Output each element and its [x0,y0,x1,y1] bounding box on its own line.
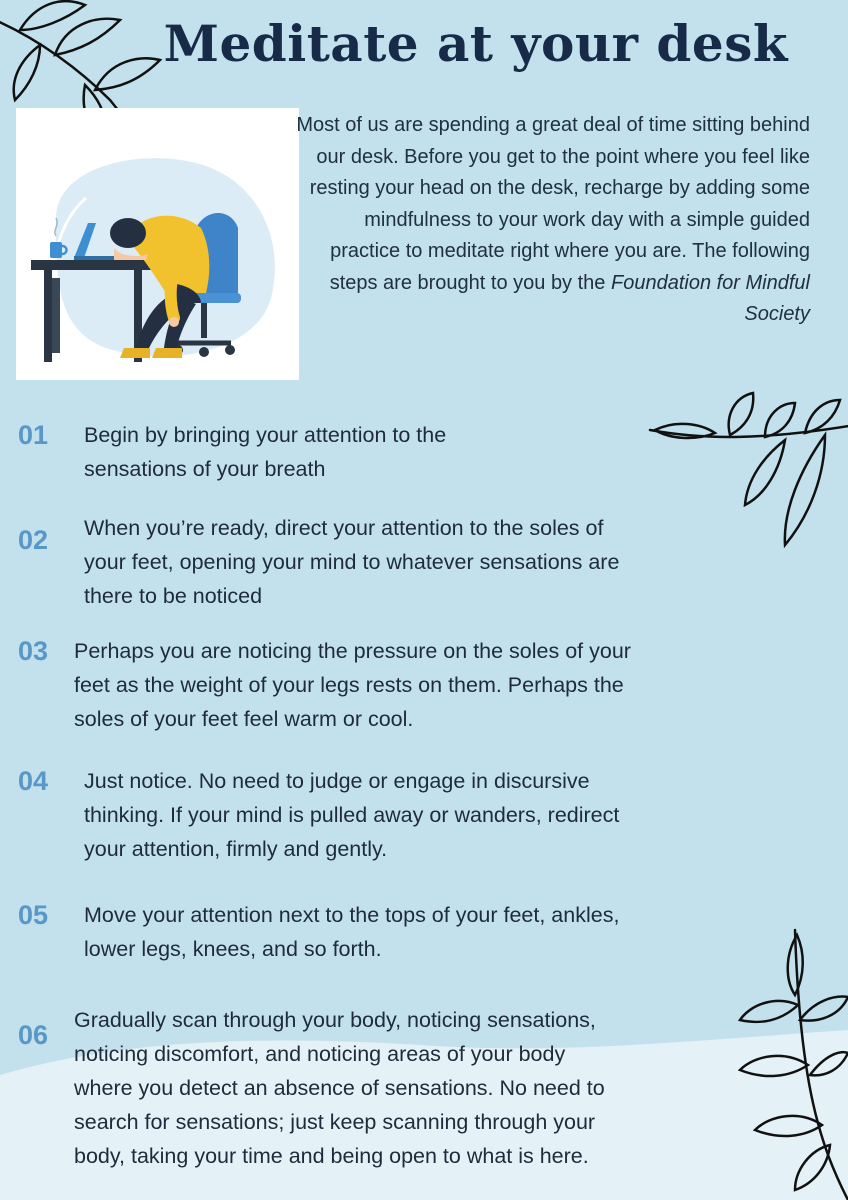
step-text: Just notice. No need to judge or engage in discursive thinking. If your mind is pulled away or wanders, redirect your attention, firmly and gently. [84,769,620,861]
page-title: Meditate at your desk [163,14,788,73]
intro-paragraph [292,110,810,331]
step-number: 06 [18,1020,49,1050]
intro-source: Foundation for Mindful Society [610,271,810,325]
step-text: Begin by bringing your attention to the sensations of your breath [84,423,447,481]
intro-text: Most of us are spending a great deal of time sitting behind our desk. Before you get to the point where you feel like resting your head on the desk, recharge by adding some mindfulness to your work day with a simple guided practice to meditate right where you are. The following steps are brought to you by the [296,114,810,294]
step-number: 04 [18,766,49,796]
step-number: 01 [18,420,49,450]
step-number: 02 [18,525,49,555]
tired-worker-at-desk-illustration [16,108,299,380]
step-number: 03 [18,636,49,666]
leaf-branch-icon [645,385,848,555]
step-text: Gradually scan through your body, noticing sensations, noticing discomfort, and noticing areas of your body where you detect an absence of sensations. No need to search for sensations; just keep scanning through your body, taking your time and being open to what is here. [74,1008,605,1168]
step-text: Perhaps you are noticing the pressure on the soles of your feet as the weight of your legs rests on them. Perhaps the soles of your feet feel warm or cool. [74,639,631,731]
step-text: When you’re ready, direct your attention to the soles of your feet, opening your mind to whatever sensations are there to be noticed [84,516,620,608]
hero-illustration [16,108,299,380]
leaf-branch-icon [700,925,848,1200]
step-number: 05 [18,900,49,930]
step-text: Move your attention next to the tops of your feet, ankles, lower legs, knees, and so forth. [84,903,620,961]
